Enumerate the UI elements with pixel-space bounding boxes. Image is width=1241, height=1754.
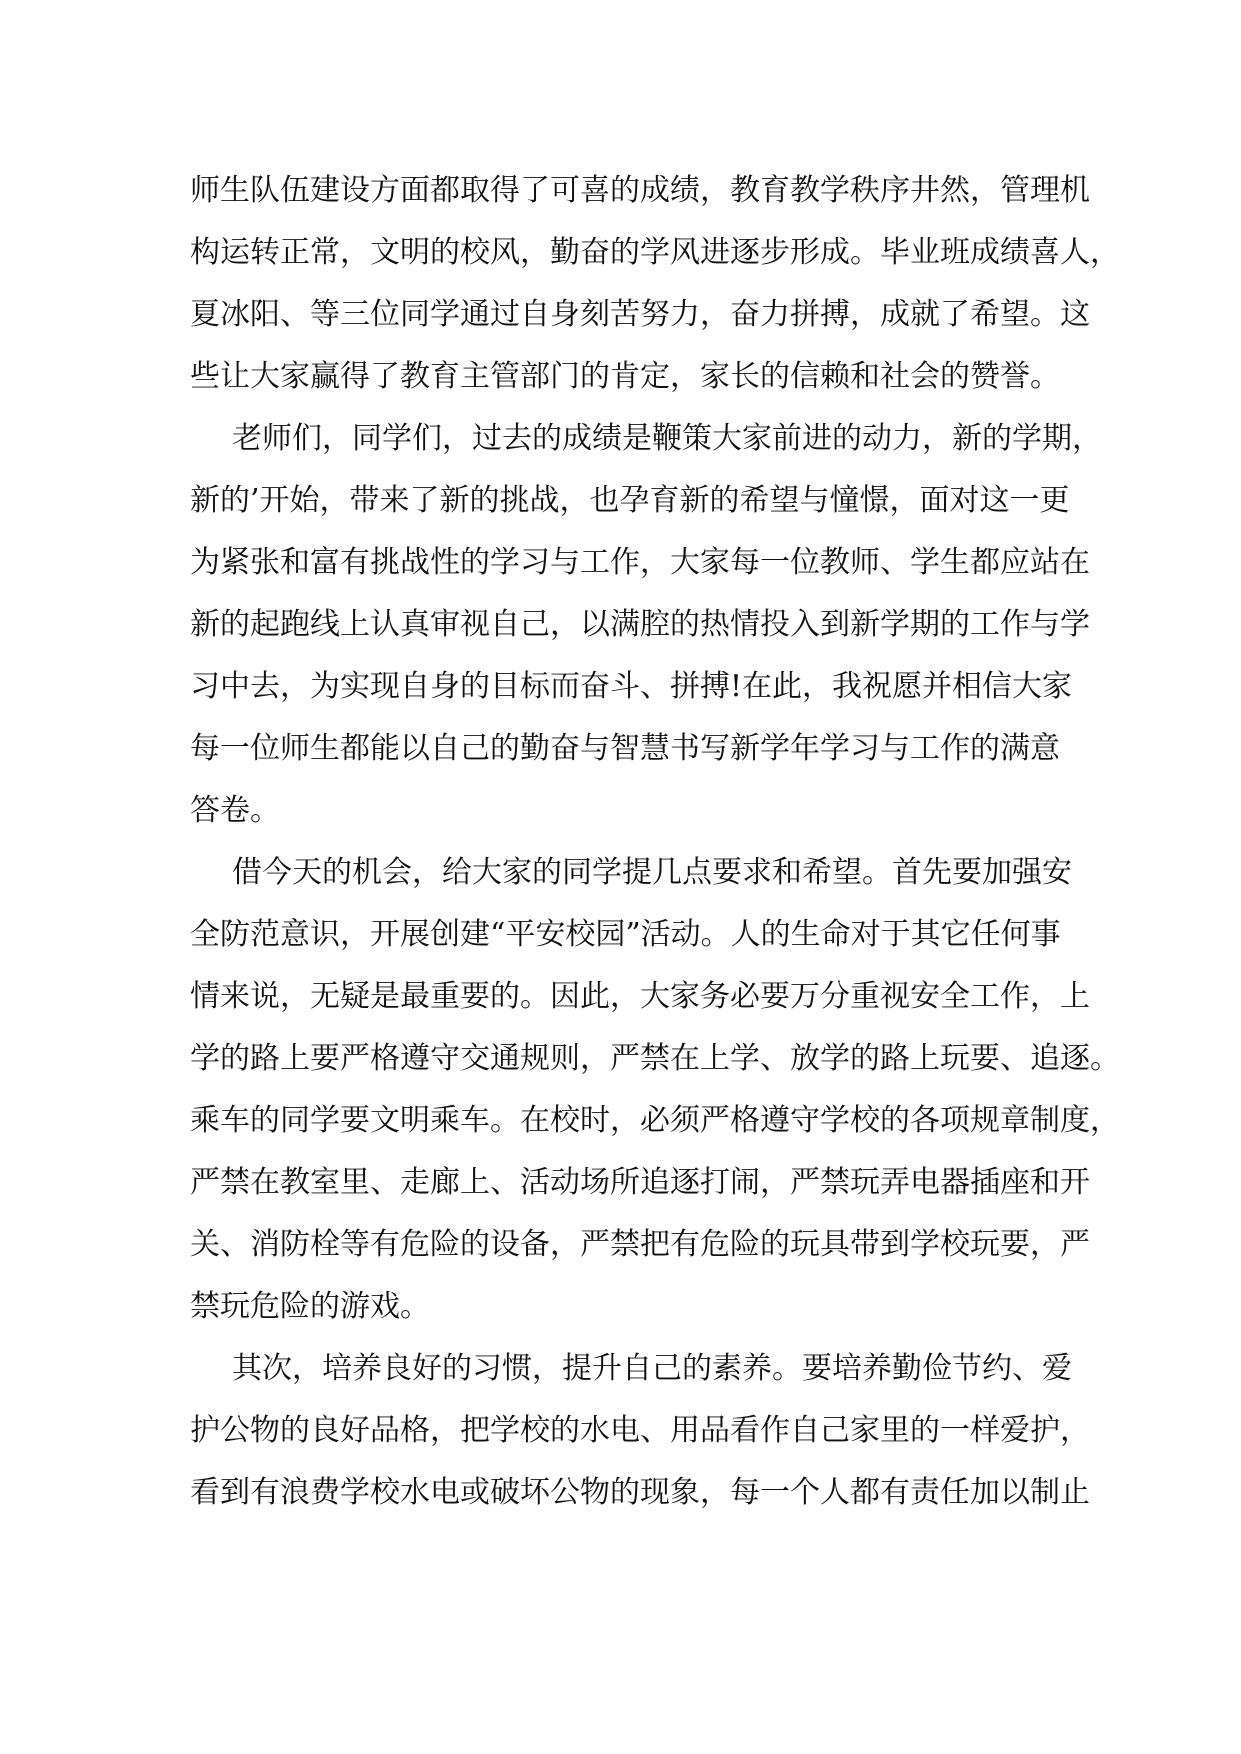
text-line: 情来说，无疑是最重要的。因此，大家务必要万分重视安全工作，上	[190, 979, 1090, 1014]
text-line: 每一位师生都能以自己的勤奋与智慧书写新学年学习与工作的满意	[190, 731, 1060, 766]
text-line: 严禁在教室里、走廊上、活动场所追逐打闹，严禁玩弄电器插座和开	[190, 1165, 1090, 1200]
paragraph-1	[190, 160, 1120, 408]
text-line: 全防范意识，开展创建“平安校园”活动。人的生命对于其它任何事	[190, 917, 1061, 952]
text-line: 夏冰阳、等三位同学通过自身刻苦努力，奋力拼搏，成就了希望。这	[190, 297, 1090, 332]
text-line: 为紧张和富有挑战性的学习与工作，大家每一位教师、学生都应站在	[190, 545, 1090, 580]
text-line: 其次，培养良好的习惯，提升自己的素养。要培养勤俭节约、爱	[232, 1351, 1072, 1386]
text-line: 乘车的同学要文明乘车。在校时，必须严格遵守学校的各项规章制度，	[190, 1103, 1120, 1138]
paragraph-2	[190, 408, 1102, 842]
text-line: 答卷。	[190, 793, 280, 828]
paragraph-4	[190, 1338, 1090, 1524]
text-line: 些让大家赢得了教育主管部门的肯定，家长的信赖和社会的赞誉。	[190, 359, 1060, 394]
paragraph-3	[190, 842, 1120, 1338]
document-body	[190, 160, 1120, 1524]
text-line: 师生队伍建设方面都取得了可喜的成绩，教育教学秩序井然，管理机	[190, 173, 1090, 208]
text-line: 禁玩危险的游戏。	[190, 1289, 430, 1324]
text-line: 看到有浪费学校水电或破坏公物的现象，每一个人都有责任加以制止	[190, 1475, 1090, 1510]
text-line: 学的路上要严格遵守交通规则，严禁在上学、放学的路上玩要、追逐。	[190, 1041, 1120, 1076]
text-line: 关、消防栓等有危险的设备，严禁把有危险的玩具带到学校玩要，严	[190, 1227, 1090, 1262]
text-line: 护公物的良好品格，把学校的水电、用品看作自己家里的一样爱护，	[190, 1413, 1090, 1448]
text-line: 习中去，为实现自身的目标而奋斗、拼搏!在此，我祝愿并相信大家	[190, 669, 1073, 704]
text-line: 构运转正常，文明的校风，勤奋的学风进逐步形成。毕业班成绩喜人，	[190, 235, 1120, 270]
text-line: 借今天的机会，给大家的同学提几点要求和希望。首先要加强安	[232, 855, 1072, 890]
text-line: 老师们，同学们，过去的成绩是鞭策大家前进的动力，新的学期，	[232, 421, 1102, 456]
text-line: 新的起跑线上认真审视自己，以满腔的热情投入到新学期的工作与学	[190, 607, 1090, 642]
text-line: 新的’开始，带来了新的挑战，也孕育新的希望与憧憬，面对这一更	[190, 483, 1070, 518]
